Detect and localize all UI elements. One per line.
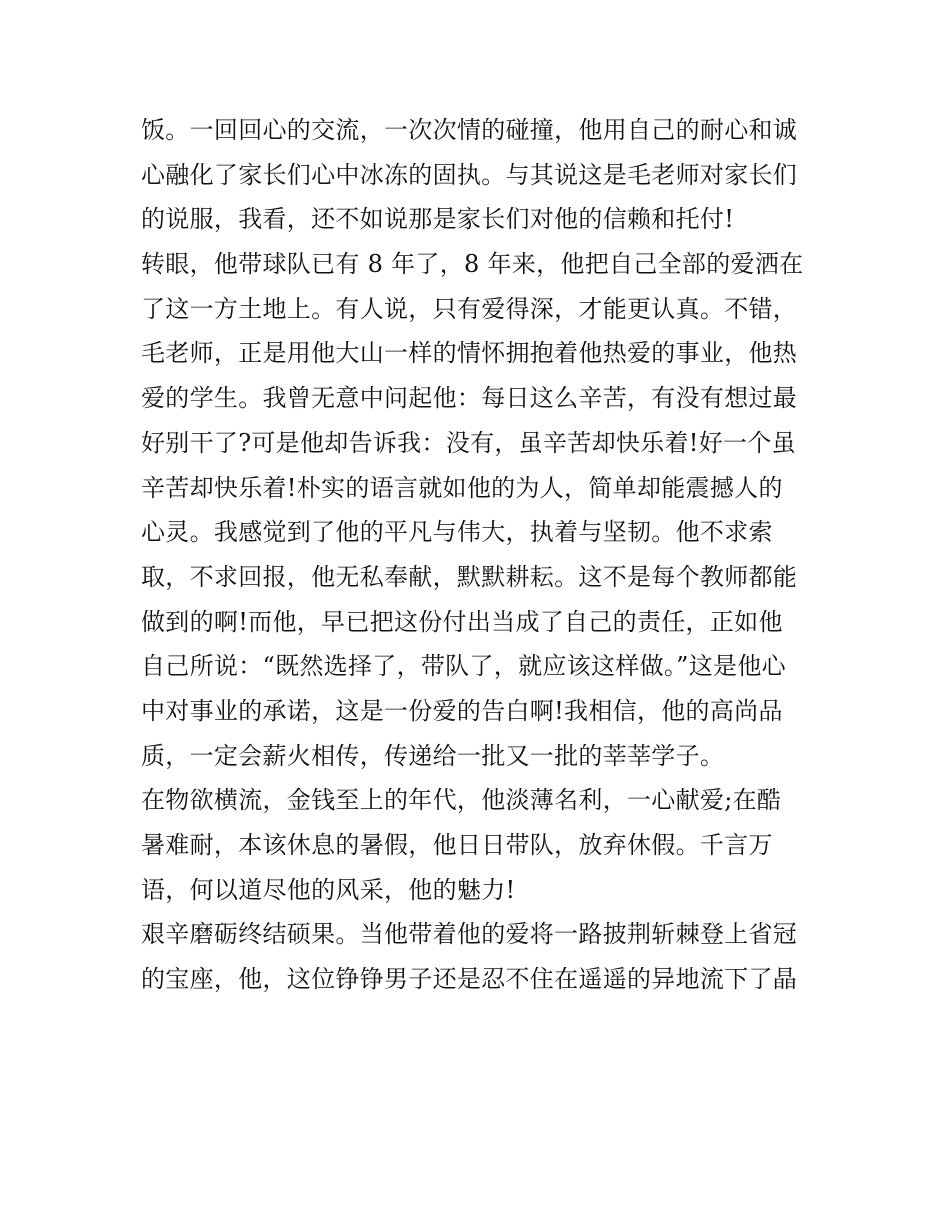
- text-line: 的说服，我看，还不如说那是家长们对他的信赖和托付!: [141, 205, 735, 234]
- text-line: 饭。一回回心的交流，一次次情的碰撞，他用自己的耐心和诚: [141, 116, 798, 144]
- text-line: 的宝座，他，这位铮铮男子还是忍不住在遥遥的异地流下了晶: [141, 965, 798, 994]
- text-line: 毛老师，正是用他大山一样的情怀拥抱着他热爱的事业，他热: [141, 339, 798, 368]
- text-line: 取，不求回报，他无私奉献，默默耕耘。这不是每个教师都能: [141, 562, 798, 591]
- text-line: 自己所说：“既然选择了，带队了，就应该这样做。”这是他心: [141, 652, 786, 681]
- text-line: 暑难耐，本该休息的暑假，他日日带队，放弃休假。千言万: [141, 831, 773, 859]
- text-line: 好别干了?可是他却告诉我：没有，虽辛苦却快乐着!好一个虽: [141, 428, 796, 457]
- text-line: 爱的学生。我曾无意中问起他：每日这么辛苦，有没有想过最: [141, 384, 798, 413]
- text-line: 做到的啊!而他，早已把这份付出当成了自己的责任，正如他: [141, 607, 783, 636]
- text-line: 心灵。我感觉到了他的平凡与伟大，执着与坚韧。他不求索: [141, 518, 773, 547]
- text-line: 辛苦却快乐着!朴实的语言就如他的为人，简单却能震撼人的: [141, 473, 783, 502]
- text-line: 转眼，他带球队已有 8 年了，8 年来，他把自己全部的爱洒在: [141, 250, 804, 279]
- text-line: 心融化了家长们心中冰冻的固执。与其说这是毛老师对家长们: [141, 160, 798, 189]
- text-line: 语，何以道尽他的风采，他的魅力!: [141, 875, 516, 904]
- text-line: 中对事业的承诺，这是一份爱的告白啊!我相信，他的高尚品: [141, 696, 783, 725]
- text-line: 艰辛磨砺终结硕果。当他带着他的爱将一路披荆斩棘登上省冠: [141, 920, 798, 949]
- body-text: [141, 108, 821, 1002]
- text-line: 质，一定会薪火相传，传递给一批又一批的莘莘学子。: [141, 741, 725, 770]
- text-line: 在物欲横流，金钱至上的年代，他淡薄名利，一心献爱;在酷: [141, 786, 782, 815]
- text-line: 了这一方土地上。有人说，只有爱得深，才能更认真。不错，: [141, 294, 798, 323]
